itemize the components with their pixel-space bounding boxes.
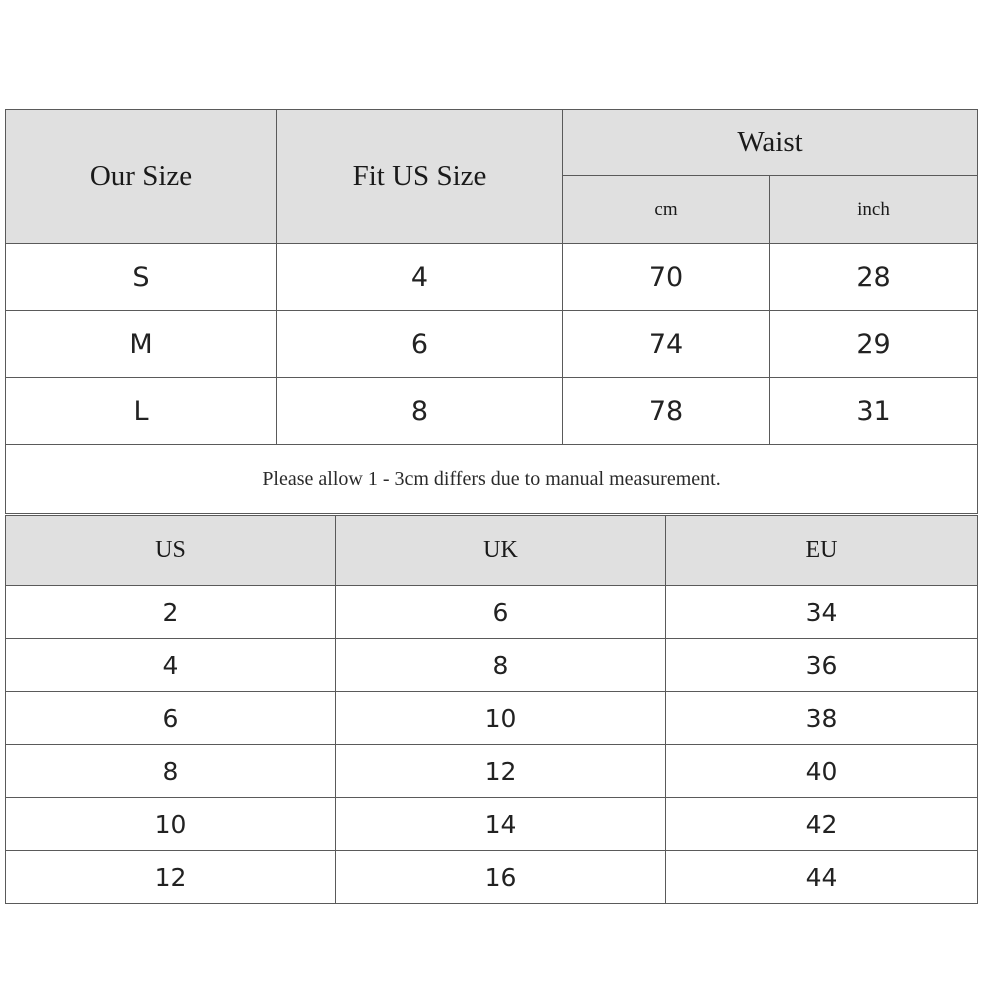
cell-us: 8 — [6, 745, 336, 798]
table-row — [6, 798, 978, 851]
cell-our-size: M — [6, 311, 277, 378]
cell-eu: 34 — [666, 586, 978, 639]
table-row — [6, 851, 978, 904]
cell-us: 6 — [6, 692, 336, 745]
header-waist-inch: inch — [770, 176, 978, 244]
cell-waist-inch: 28 — [770, 244, 978, 311]
cell-us: 4 — [6, 639, 336, 692]
cell-waist-cm: 78 — [563, 378, 770, 445]
table-row — [6, 311, 978, 378]
table-row — [6, 692, 978, 745]
cell-uk: 16 — [336, 851, 666, 904]
cell-waist-inch: 31 — [770, 378, 978, 445]
table-row — [6, 244, 978, 311]
cell-waist-cm: 74 — [563, 311, 770, 378]
header-uk: UK — [336, 516, 666, 586]
measurement-note: Please allow 1 - 3cm differs due to manual measurement. — [6, 445, 978, 514]
table-note-row — [6, 445, 978, 514]
conversion-header-row — [6, 516, 978, 586]
cell-our-size: S — [6, 244, 277, 311]
table-row — [6, 745, 978, 798]
table-row — [6, 586, 978, 639]
cell-fit-us-size: 6 — [277, 311, 563, 378]
cell-uk: 12 — [336, 745, 666, 798]
size-conversion-table — [5, 515, 978, 904]
table-header-row-1 — [6, 110, 978, 176]
header-eu: EU — [666, 516, 978, 586]
cell-fit-us-size: 8 — [277, 378, 563, 445]
cell-eu: 40 — [666, 745, 978, 798]
cell-eu: 42 — [666, 798, 978, 851]
cell-waist-inch: 29 — [770, 311, 978, 378]
cell-eu: 44 — [666, 851, 978, 904]
cell-our-size: L — [6, 378, 277, 445]
table-row — [6, 639, 978, 692]
cell-us: 2 — [6, 586, 336, 639]
cell-uk: 6 — [336, 586, 666, 639]
cell-eu: 38 — [666, 692, 978, 745]
header-us: US — [6, 516, 336, 586]
table-row — [6, 378, 978, 445]
cell-uk: 14 — [336, 798, 666, 851]
cell-fit-us-size: 4 — [277, 244, 563, 311]
header-waist-cm: cm — [563, 176, 770, 244]
cell-eu: 36 — [666, 639, 978, 692]
header-waist: Waist — [563, 110, 978, 176]
cell-waist-cm: 70 — [563, 244, 770, 311]
header-our-size: Our Size — [6, 110, 277, 244]
header-fit-us-size: Fit US Size — [277, 110, 563, 244]
cell-us: 12 — [6, 851, 336, 904]
measurement-size-table — [5, 109, 978, 514]
cell-uk: 8 — [336, 639, 666, 692]
cell-us: 10 — [6, 798, 336, 851]
cell-uk: 10 — [336, 692, 666, 745]
